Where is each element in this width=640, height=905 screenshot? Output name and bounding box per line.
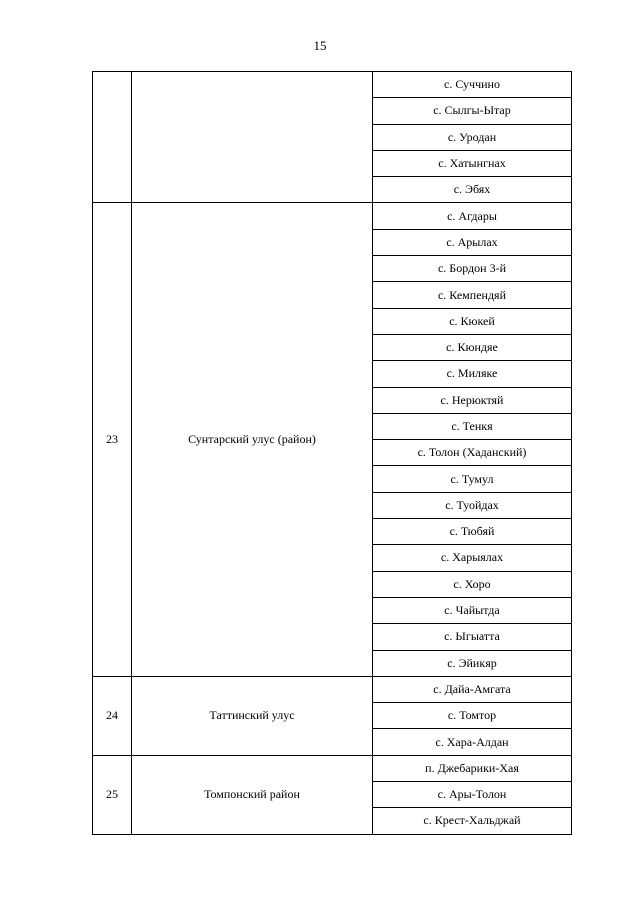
settlements-table-body: [93, 72, 572, 835]
district-number-cell: 24: [93, 676, 132, 755]
settlement-cell: с. Кюкей: [373, 308, 572, 334]
settlement-cell: с. Тумул: [373, 466, 572, 492]
settlement-cell: с. Тюбяй: [373, 519, 572, 545]
settlement-cell: с. Суччино: [373, 72, 572, 98]
district-number-cell: 25: [93, 755, 132, 834]
district-name-cell: Сунтарский улус (район): [132, 203, 373, 676]
settlement-cell: с. Арылах: [373, 229, 572, 255]
settlement-cell: с. Дайа-Амгата: [373, 676, 572, 702]
district-name-cell: Таттинский улус: [132, 676, 373, 755]
settlement-cell: с. Агдары: [373, 203, 572, 229]
settlement-cell: с. Уродан: [373, 124, 572, 150]
settlement-cell: с. Хатынгнах: [373, 150, 572, 176]
settlement-cell: с. Тенкя: [373, 413, 572, 439]
settlement-cell: с. Томтор: [373, 703, 572, 729]
settlement-cell: с. Ыгыатта: [373, 624, 572, 650]
settlement-cell: с. Толон (Хаданский): [373, 440, 572, 466]
table-row: [93, 676, 572, 702]
page-number: 15: [313, 38, 327, 53]
settlement-cell: с. Хара-Алдан: [373, 729, 572, 755]
table-row: [93, 72, 572, 98]
district-number-cell: [93, 72, 132, 203]
settlement-cell: с. Харыялах: [373, 545, 572, 571]
settlement-cell: с. Кюндяе: [373, 334, 572, 360]
settlement-cell: п. Джебарики-Хая: [373, 755, 572, 781]
settlement-cell: с. Бордон 3-й: [373, 256, 572, 282]
settlement-cell: с. Крест-Хальджай: [373, 808, 572, 834]
district-name-cell: [132, 72, 373, 203]
settlement-cell: с. Сылгы-Ытар: [373, 98, 572, 124]
settlement-cell: с. Миляке: [373, 361, 572, 387]
settlement-cell: с. Чайытда: [373, 597, 572, 623]
settlement-cell: с. Хоро: [373, 571, 572, 597]
settlement-cell: с. Эбях: [373, 177, 572, 203]
table-row: [93, 203, 572, 229]
settlement-cell: с. Туойдах: [373, 492, 572, 518]
settlement-cell: с. Кемпендяй: [373, 282, 572, 308]
settlements-table: [92, 71, 572, 835]
settlement-cell: с. Ары-Толон: [373, 782, 572, 808]
district-name-cell: Томпонский район: [132, 755, 373, 834]
settlement-cell: с. Эйикяр: [373, 650, 572, 676]
table-row: [93, 755, 572, 781]
district-number-cell: 23: [93, 203, 132, 676]
settlement-cell: с. Нерюктяй: [373, 387, 572, 413]
